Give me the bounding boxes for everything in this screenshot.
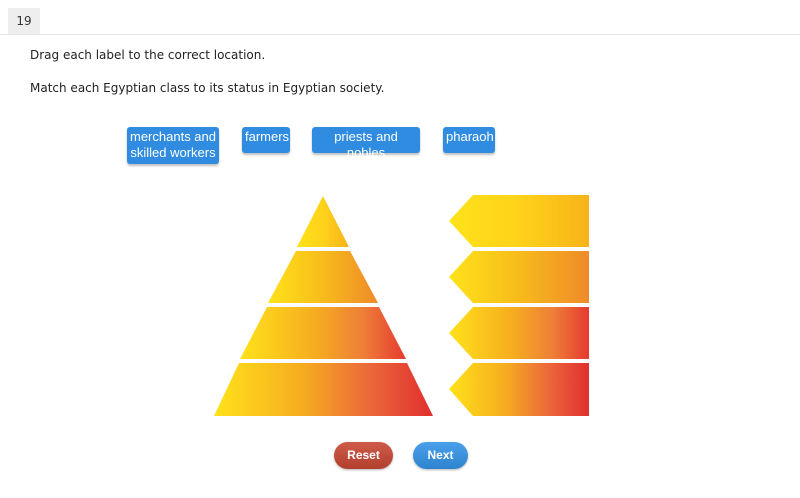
pyramid-tier-3[interactable]	[240, 307, 406, 359]
question-prompt: Match each Egyptian class to its status in Egyptian society.	[30, 81, 385, 95]
draggable-label-farmers[interactable]	[242, 127, 290, 153]
reset-button[interactable]: Reset	[334, 442, 393, 469]
draggable-label-pharaoh[interactable]	[443, 127, 495, 153]
label-text-line1: merchants and	[130, 129, 216, 144]
label-text: farmers	[245, 129, 290, 144]
next-button[interactable]: Next	[413, 442, 468, 469]
draggable-label-merchants[interactable]	[127, 127, 219, 164]
drop-target-4[interactable]	[449, 363, 589, 416]
label-text-line2: skilled workers	[130, 145, 216, 160]
drop-target-2[interactable]	[449, 251, 589, 303]
pyramid-tier-1[interactable]	[297, 196, 349, 247]
drop-target-3[interactable]	[449, 307, 589, 359]
social-pyramid-diagram	[210, 190, 595, 420]
pyramid-tier-2[interactable]	[268, 251, 378, 303]
draggable-label-priests-and-nobles[interactable]	[312, 127, 420, 160]
pyramid-tier-4[interactable]	[214, 363, 433, 416]
instruction-text: Drag each label to the correct location.	[30, 48, 266, 62]
label-text: pharaoh	[446, 129, 494, 144]
question-number: 19	[8, 8, 40, 34]
drop-target-1[interactable]	[449, 195, 589, 247]
label-text: priests and nobles	[334, 129, 398, 160]
question-header	[0, 0, 800, 35]
